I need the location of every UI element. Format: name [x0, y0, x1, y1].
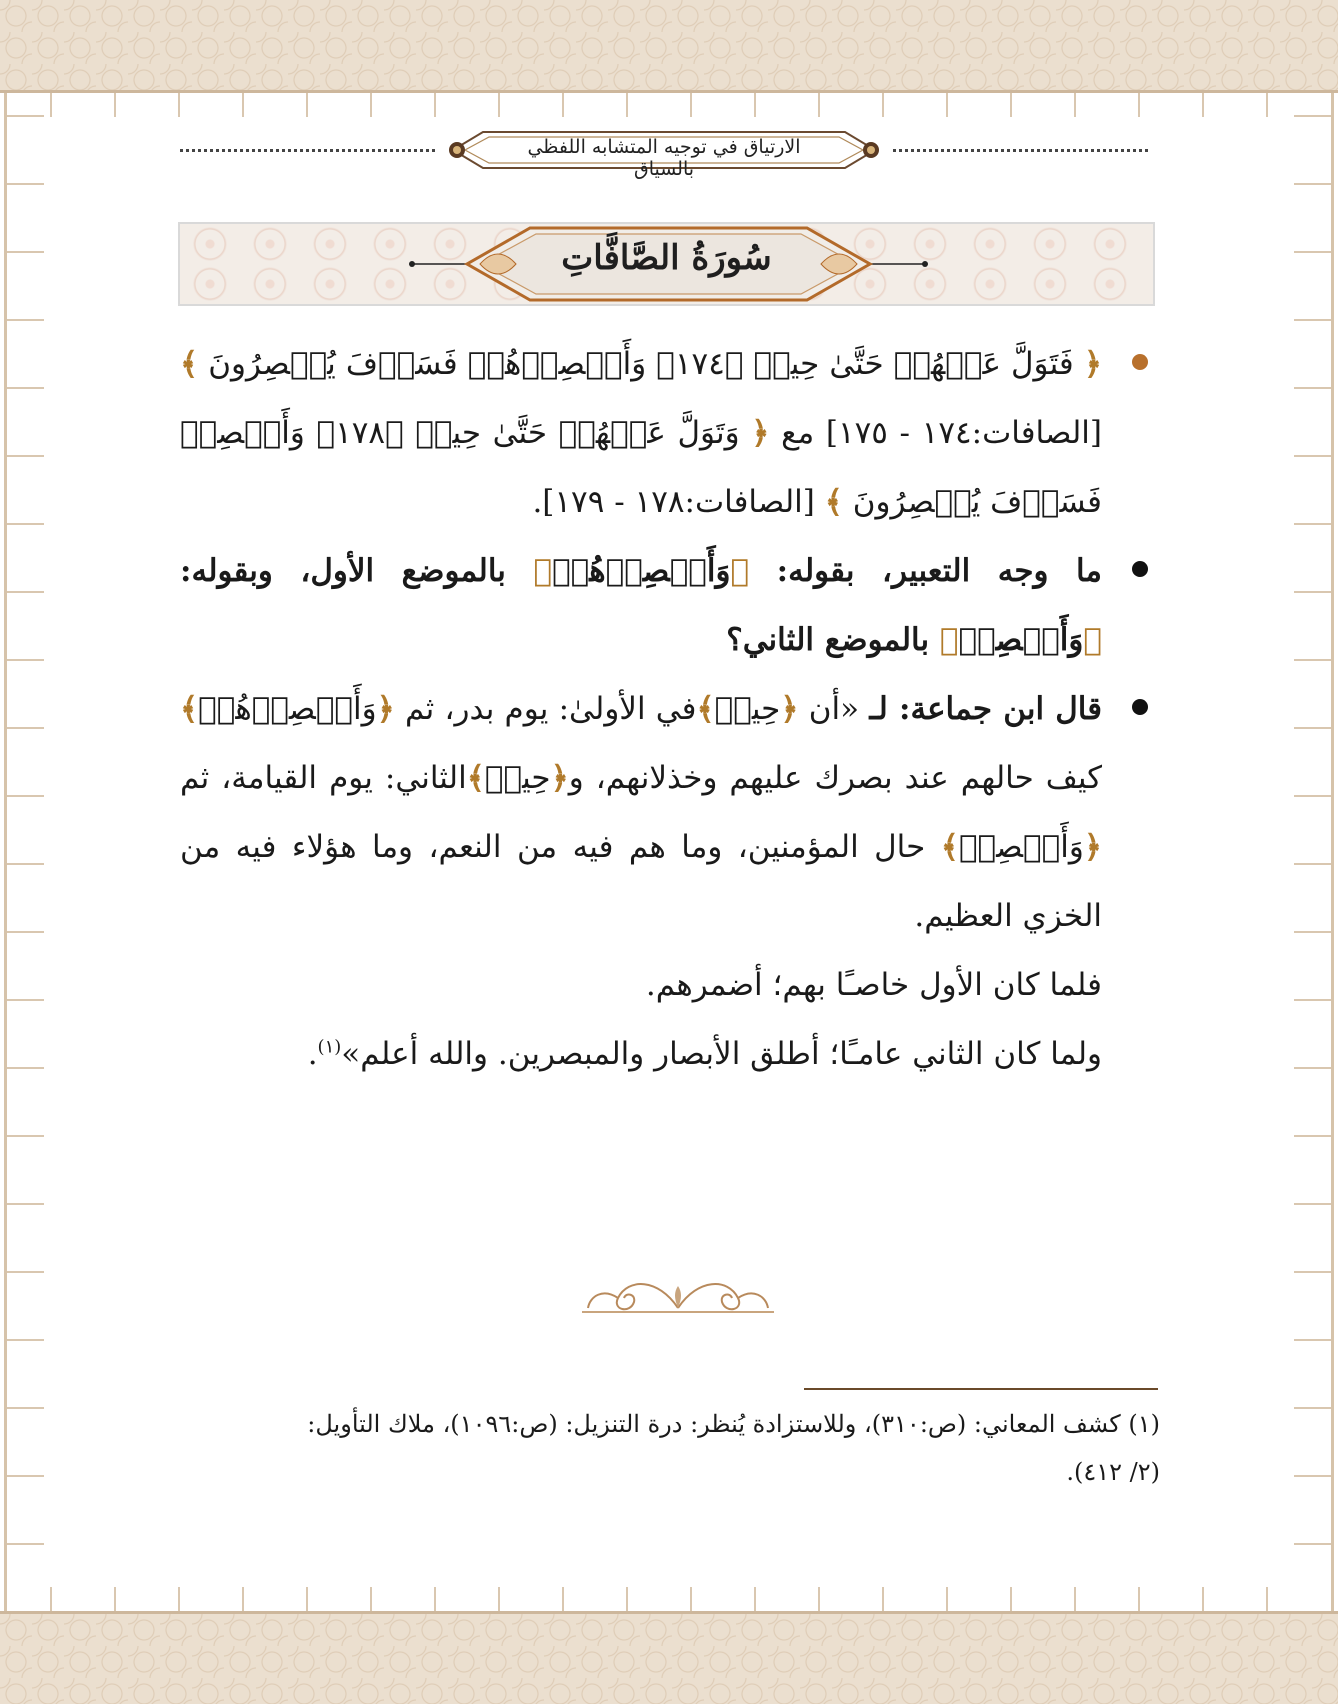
verse-178-179: وَتَوَلَّ عَنۡهُمۡ حَتَّىٰ حِينٖ ﴿١٧٨﴾ وَأَبۡصِرۡ فَسَوۡفَ يُبۡصِرُونَ [180, 415, 1102, 520]
footnote-separator [804, 1388, 1158, 1390]
quoted-word: وَأَبۡصِرۡ [958, 829, 1084, 865]
paragraph-end: . [307, 1036, 318, 1072]
answer-text: الثاني: يوم القيامة، ثم [180, 760, 467, 796]
ornament-open-icon: ﴿ [1083, 622, 1102, 658]
footnote-marker: (١) [317, 1036, 342, 1058]
bullet-icon [1132, 699, 1148, 715]
header-dotted-rule-right [893, 149, 1148, 152]
quoted-word: وَأَبۡصِرۡهُمۡ [198, 691, 377, 727]
answer-lead: قال ابن جماعة: لـ [869, 691, 1103, 727]
right-border-ornament [1294, 93, 1334, 1611]
question-text: بالموضع الثاني؟ [726, 622, 930, 658]
ornament-close-icon: ﴾ [180, 691, 199, 727]
verse-reference: [الصافات:١٧٤ - ١٧٥] [825, 415, 1102, 451]
header-frame [443, 124, 885, 180]
paragraph-second [180, 1020, 1160, 1089]
ornament-close-icon: ﴾ [939, 622, 959, 658]
ornament-open-icon: ﴿ [1083, 829, 1102, 865]
answer-text: حال المؤمنين، وما هم فيه من النعم، وما هؤلاء فيه من الخزي العظيم. [180, 829, 1102, 934]
ornament-close-icon: ﴾ [696, 691, 715, 727]
bullet-icon [1132, 561, 1148, 577]
footnote-line: (٢/ ٤١٢). [1066, 1458, 1160, 1486]
top-border-ornament [20, 93, 1318, 117]
verse-174-175: فَتَوَلَّ عَنۡهُمۡ حَتَّىٰ حِينٖ ﴿١٧٤﴾ وَأَبۡصِرۡهُمۡ فَسَوۡفَ يُبۡصِرُونَ [208, 346, 1074, 382]
ornament-close-icon: ﴾ [180, 346, 199, 382]
left-border-ornament [4, 93, 44, 1611]
verse-reference: [الصافات:١٧٨ - ١٧٩]. [532, 484, 815, 520]
header-dotted-rule-left [180, 149, 435, 152]
ornament-close-icon: ﴾ [940, 829, 959, 865]
surah-banner [178, 222, 1155, 306]
conjunction: مع [781, 415, 815, 451]
list-item-answer [180, 675, 1160, 951]
answer-text: كيف حالهم عند بصرك عليهم وخذلانهم، و [568, 760, 1103, 796]
ornament-open-icon: ﴿ [780, 691, 799, 727]
bullet-icon [1132, 354, 1148, 370]
running-header-title: الارتياق في توجيه المتشابه اللفظي بالسياق [527, 136, 801, 180]
list-item-verses [180, 330, 1160, 537]
footnote-line: (١) كشف المعاني: (ص:٣١٠)، وللاستزادة يُنظر: درة التنزيل: (ص:١٠٩٦)، ملاك التأويل: [307, 1410, 1160, 1438]
running-header [178, 116, 1150, 186]
bottom-decorative-band [0, 1611, 1338, 1704]
footnote [180, 1400, 1160, 1496]
quoted-word: حِينٖ [714, 691, 781, 727]
paragraph-second-text: ولما كان الثاني عامـًا؛ أطلق الأبصار والمبصرين. والله أعلم» [341, 1036, 1102, 1072]
question-text: ما وجه التعبير، بقوله: [776, 553, 1103, 589]
list-item-question [180, 537, 1160, 675]
ornament-close-icon: ﴾ [533, 553, 553, 589]
ornament-open-icon: ﴿ [1083, 346, 1102, 382]
ornament-open-icon: ﴿ [751, 415, 770, 451]
paragraph-first: فلما كان الأول خاصـًا بهم؛ أضمرهم. [645, 967, 1102, 1003]
answer-text: «أن [808, 691, 860, 727]
ornament-open-icon: ﴿ [730, 553, 750, 589]
ornament-open-icon: ﴿ [376, 691, 395, 727]
ornament-open-icon: ﴿ [550, 760, 569, 796]
top-decorative-band [0, 0, 1338, 93]
bottom-border-ornament [20, 1587, 1318, 1611]
end-flourish-icon [578, 1268, 778, 1328]
answer-text: في الأولىٰ: يوم بدر، ثم [405, 691, 697, 727]
ornament-close-icon: ﴾ [824, 484, 843, 520]
quoted-word: وَأَبۡصِرۡ [958, 622, 1084, 658]
main-content [180, 330, 1160, 1089]
surah-title: سُورَةُ الصَّافَّاتِ [561, 238, 772, 278]
quoted-word: وَأَبۡصِرۡهُمۡ [552, 553, 731, 589]
ornament-close-icon: ﴾ [466, 760, 485, 796]
question-text: بالموضع الأول، وبقوله: [180, 553, 506, 589]
quoted-word: حِينٖ [484, 760, 551, 796]
